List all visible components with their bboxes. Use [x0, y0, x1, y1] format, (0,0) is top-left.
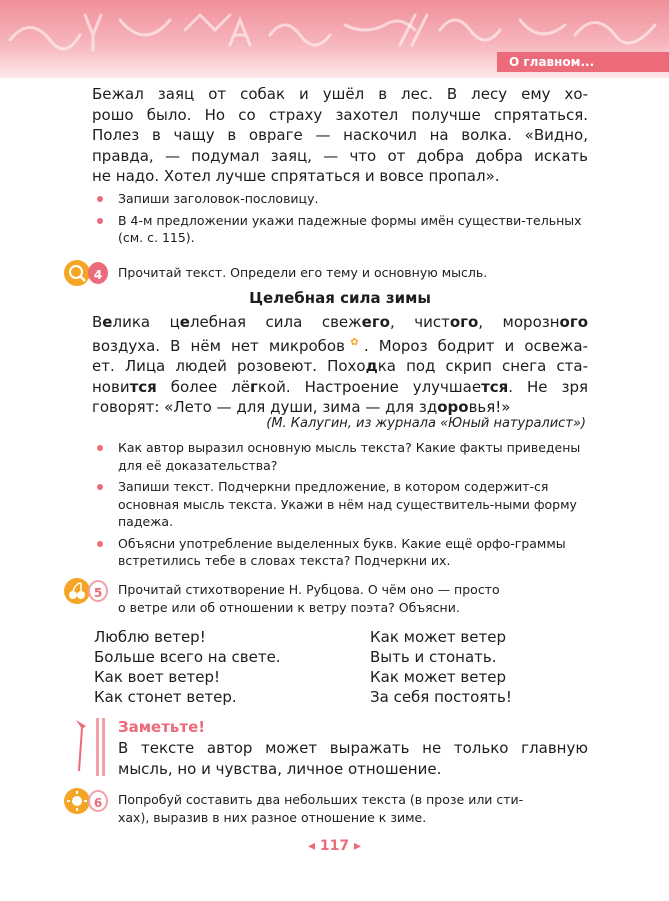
intro-paragraph	[92, 84, 588, 187]
text-title: Целебная сила зимы	[249, 289, 431, 307]
task6-line: Попробуй составить два небольших текста (в прозе или сти-	[118, 792, 524, 807]
next-arrow-icon: ▸	[353, 838, 362, 854]
intro-line: Бежал заяц от собак и ушёл в лес. В лесу ему хо-	[92, 85, 588, 103]
poem-line: Люблю ветер!	[94, 628, 206, 646]
poem-line: Выть и стонать.	[370, 648, 497, 666]
pin-icon	[70, 716, 94, 780]
note-line: мысль, но и чувства, личное отношение.	[118, 759, 442, 778]
task-number-4: 4	[88, 262, 108, 284]
cherries-icon	[64, 578, 90, 604]
poem-line: За себя постоять!	[370, 688, 512, 706]
note-title: Заметьте!	[118, 718, 206, 736]
note-text	[118, 738, 588, 779]
task4-text: Прочитай текст. Определи его тему и основную мысль.	[118, 265, 488, 280]
note-bar	[102, 718, 105, 776]
prev-arrow-icon: ◂	[307, 838, 315, 854]
intro-bullets	[92, 190, 588, 251]
page-header	[0, 0, 669, 78]
intro-line: не надо. Хотел лучше спрятаться и вовсе пропал».	[92, 167, 500, 185]
task6-line: хах), выразив в них разное отношение к зиме.	[118, 809, 427, 825]
bullet-item: Как автор выразил основную мысль текста? Какие факты приведены для её доказательства?	[92, 439, 588, 474]
bullet-item: Запиши заголовок-пословицу.	[92, 190, 588, 208]
poem-line: Как может ветер	[370, 668, 506, 686]
section-tag: О главном...	[497, 52, 669, 72]
magnifier-icon	[64, 260, 90, 286]
text-source: (М. Калугин, из журнала «Юный натуралист»)	[266, 416, 586, 431]
task5-line: о ветре или об отношении к ветру поэта? Объясни.	[118, 599, 460, 615]
task6-text	[118, 791, 588, 826]
sun-icon	[64, 788, 90, 814]
bullet-item: Запиши текст. Подчеркни предложение, в котором содержит-ся основная мысль текста. Укажи в нём над существитель-ными форму падежа.	[92, 478, 588, 531]
page-number-value: 117	[319, 838, 350, 854]
note-bar	[96, 718, 99, 776]
intro-line: правда, — подумал заяц, — что от добра добра искать	[92, 146, 588, 165]
note-line: В тексте автор может выражать не только главную	[118, 739, 588, 757]
poem-left-column	[94, 627, 281, 707]
poem-line: Как может ветер	[370, 628, 506, 646]
task4-bullets	[92, 439, 588, 574]
page-number	[0, 838, 669, 854]
intro-line: Полез в чащу в овраге — наскочил на волка. «Видно,	[92, 126, 588, 144]
poem-right-column	[370, 627, 512, 707]
poem-line: Как стонет ветер.	[94, 688, 237, 706]
bullet-item: Объясни употребление выделенных букв. Какие ещё орфо-граммы встретились тебе в словах текста? Подчеркни их.	[92, 535, 588, 570]
task-number-6: 6	[88, 790, 108, 812]
task-number-5: 5	[88, 580, 108, 602]
bullet-item: В 4-м предложении укажи падежные формы имён существи-тельных (см. с. 115).	[92, 212, 588, 247]
task4-paragraph: Велика целебная сила свежего, чистого, морозного воздуха. В нём нет микробов✿. Мороз бодрит и освежа- ет. Лица людей розовеют. Походка под скрип снега ста- новится более лёгкой. Настроение улучшается. Не зря говорят: «Лето — для души, зима — для здоровья!»	[92, 313, 588, 416]
task5-text	[118, 581, 588, 616]
poem-line: Как воет ветер!	[94, 668, 220, 686]
intro-line: рошо было. Но со страху захотел получше спрятаться.	[92, 105, 588, 124]
poem-line: Больше всего на свете.	[94, 648, 281, 666]
task5-line: Прочитай стихотворение Н. Рубцова. О чём оно — просто	[118, 582, 500, 597]
